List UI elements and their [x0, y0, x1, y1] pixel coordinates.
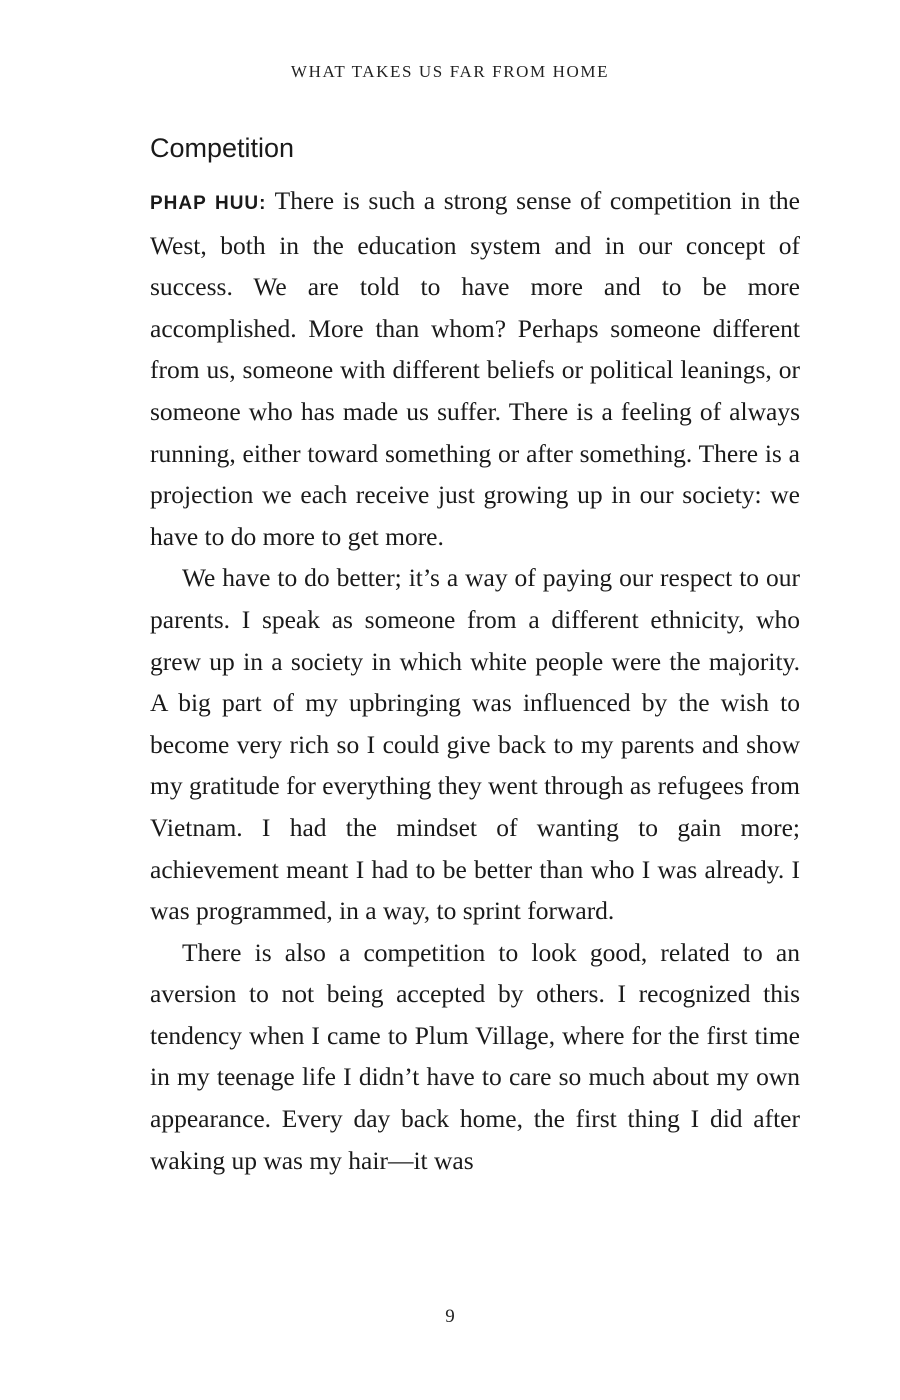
paragraph-1	[150, 180, 800, 557]
page-number: 9	[445, 1306, 455, 1327]
body-text	[150, 128, 800, 1181]
section-heading: Competition	[150, 133, 295, 163]
paragraph-2: We have to do better; it’s a way of paying our respect to our parents. I speak as someone from a different ethnicity, who grew up in a society in which white people were the majority. A big part of my upbringing was influenced by the wish to become very rich so I could give back to my parents and show my gratitude for everything they went through as refugees from Vietnam. I had the mindset of wanting to gain more; achievement meant I had to be better than who I was already. I was programmed, in a way, to sprint forward.	[150, 563, 800, 926]
paragraph-1-text: There is such a strong sense of competition in the West, both in the education system and in our concept of success. We are told to have more and to be more accomplished. More than whom? Perhaps someone different from us, someone with different beliefs or political leanings, or someone who has made us suffer. There is a feeling of always running, either toward something or after something. There is a projection we each receive just growing up in our society: we have to do more to get more.	[150, 186, 800, 551]
paragraph-3: There is also a competition to look good, related to an aversion to not being accepted by others. I recognized this tendency when I came to Plum Village, where for the first time in my teenage life I didn’t have to care so much about my own appearance. Every day back home, the first thing I did after waking up was my hair—it was	[150, 937, 800, 1175]
running-head: WHAT TAKES US FAR FROM HOME	[290, 62, 610, 81]
speaker-label: PHAP HUU:	[150, 193, 267, 214]
